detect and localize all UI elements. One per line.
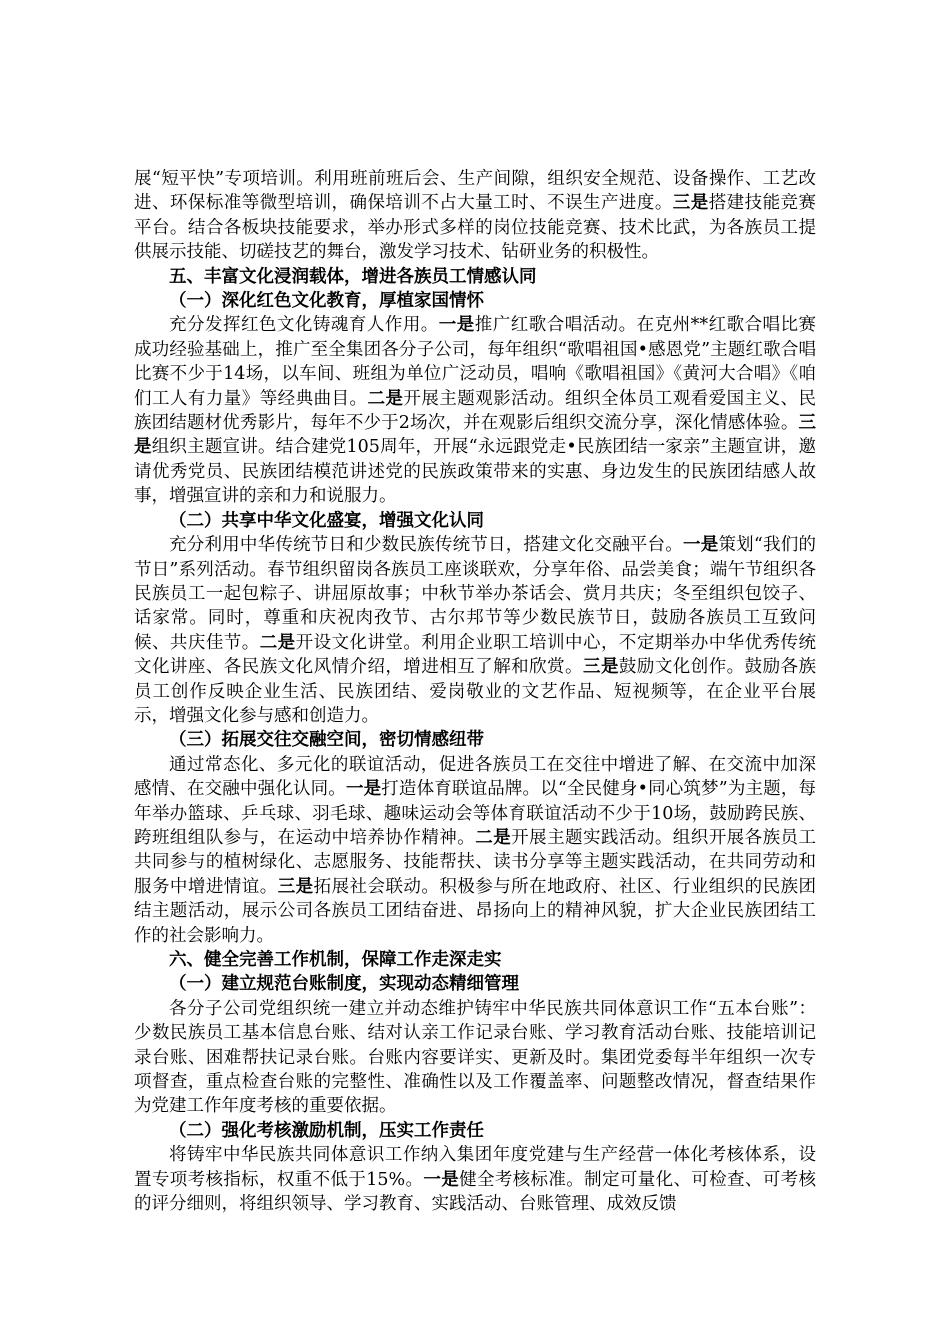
section-heading: 五、丰富文化浸润载体，增进各族员工情感认同: [169, 266, 537, 287]
section-heading: （一）深化红色文化教育，厚植家国情怀: [169, 291, 484, 312]
paragraph-text: 展“短平快”专项培训。利用班前班后会、生产间隙，组织安全规范、设备操作、工艺改进、环保标准等微型培训，确保培训不占大量工时、不误生产进度。: [134, 169, 816, 214]
paragraph-text: 鼓励文化创作。鼓励各族员工创作反映企业生活、民族团结、爱岗敬业的文艺作品、短视频等，在企业平台展示，增强文化参与感和创造力。: [134, 657, 817, 726]
emphasis-ordinal: 二是: [259, 632, 296, 653]
paragraph-text: 拓展社会联动。积极参与所在地政府、社区、行业组织的民族团结主题活动，展示公司各族员工团结奋进、昂扬向上的精神风貌，扩大企业民族团结工作的社会影响力。: [134, 876, 817, 946]
emphasis-ordinal: 三是: [134, 413, 816, 458]
section-heading: （一）建立规范台账制度，实现动态精细管理: [169, 974, 519, 995]
section-heading: （二）共享中华文化盛宴，增强文化认同: [169, 510, 484, 531]
paragraph-text: 各分子公司党组织统一建立并动态维护铸牢中华民族共同体意识工作“五本台账”：少数民族员工基本信息台账、结对认亲工作记录台账、学习教育活动台账、技能培训记录台账、困难帮扶记录台账。台账内容要详实、更新及时。集团党委每半年组织一次专项督查，重点检查台账的完整性、准确性以及工作覆盖率、问题整改情况，督查结果作为党建工作年度考核的重要依据。: [134, 998, 816, 1117]
body-paragraph: [134, 313, 816, 508]
emphasis-ordinal: 一是: [345, 779, 382, 800]
paragraph-text: 通过常态化、多元化的联谊活动，促进各族员工在交往中增进了解、在交流中加深感情、在交融中强化认同。: [134, 754, 816, 800]
paragraph-text: 开展主题实践活动。组织开展各族员工共同参与的植树绿化、志愿服务、技能帮扶、读书分享等主题实践活动，在共同劳动和服务中增进情谊。: [134, 827, 817, 897]
emphasis-ordinal: 三是: [583, 657, 619, 678]
section-heading: （二）强化考核激励机制，压实工作责任: [169, 1120, 484, 1141]
section-heading: （三）拓展交往交融空间，密切情感纽带: [169, 730, 484, 751]
paragraph-text: 推广红歌合唱活动。在克州**红歌合唱比赛成功经验基础上，推广至全集团各分子公司，每年组织“歌唱祖国•感恩党”主题红歌合唱比赛不少于14场，以车间、班组为单位广泛动员，唱响《歌唱祖国》《黄河大合唱》《咱们工人有力量》等经典曲目。: [134, 315, 817, 409]
body-paragraph: [134, 533, 816, 728]
emphasis-ordinal: 二是: [367, 388, 404, 409]
body-paragraph: [134, 753, 816, 948]
paragraph-text: 组织主题宣讲。结合建党105周年，开展“永远跟党走•民族团结一家亲”主题宣讲，邀请优秀党员、民族团结模范讲述党的民族政策带来的实惠、身边发生的民族团结感人故事，增强宣讲的亲和力和说服力。: [134, 437, 817, 507]
paragraph-text: 健全考核标准。制定可量化、可检查、可考核的评分细则，将组织领导、学习教育、实践活动、台账管理、成效反馈: [134, 1169, 817, 1215]
paragraph-text: 将铸牢中华民族共同体意识工作纳入集团年度党建与生产经营一体化考核体系，设置专项考核指标，权重不低于15%。: [134, 1145, 816, 1190]
paragraph-text: 开设文化讲堂。利用企业职工培训中心，不定期举办中华优秀传统文化讲座、各民族文化风情介绍，增进相互了解和欣赏。: [134, 632, 817, 678]
emphasis-ordinal: 二是: [475, 827, 512, 848]
emphasis-ordinal: 一是: [423, 1169, 460, 1190]
body-paragraph: [134, 997, 816, 1119]
section-heading: 六、健全完善工作机制，保障工作走深走实: [169, 950, 502, 970]
paragraph-text: 开展主题观影活动。组织全体员工观看爱国主义、民族团结题材优秀影片，每年不少于2场次，并在观影后组织交流分享，深化情感体验。: [134, 388, 817, 434]
emphasis-ordinal: 三是: [672, 193, 709, 214]
emphasis-ordinal: 一是: [438, 315, 475, 336]
paragraph-text: 打造体育联谊品牌。以“全民健身•同心筑梦”为主题，每年举办篮球、乒乓球、羽毛球、趣味运动会等体育联谊活动不少于10场，鼓励跨民族、跨班组组队参与，在运动中培养协作精神。: [134, 779, 817, 848]
document-page: [134, 167, 816, 1216]
body-paragraph: [134, 167, 816, 265]
paragraph-text: 充分发挥红色文化铸魂育人作用。: [169, 315, 439, 336]
emphasis-ordinal: 三是: [277, 876, 314, 897]
paragraph-text: 搭建技能竞赛平台。结合各板块技能要求，举办形式多样的岗位技能竞赛、技术比武，为各族员工提供展示技能、切磋技艺的舞台，激发学习技术、钻研业务的积极性。: [134, 193, 817, 263]
body-paragraph: [134, 1143, 816, 1216]
emphasis-ordinal: 一是: [682, 535, 719, 556]
paragraph-text: 策划“我们的节日”系列活动。春节组织留岗各族员工座谈联欢，分享年俗、品尝美食；端午节组织各民族员工一起包粽子、讲屈原故事；中秋节举办茶话会、赏月共庆；冬至组织包饺子、话家常。同时，尊重和庆祝肉孜节、古尔邦节等少数民族节日，鼓励各族员工互致问候、共庆佳节。: [134, 535, 817, 653]
paragraph-text: 充分利用中华传统节日和少数民族传统节日，搭建文化交融平台。: [169, 535, 683, 556]
